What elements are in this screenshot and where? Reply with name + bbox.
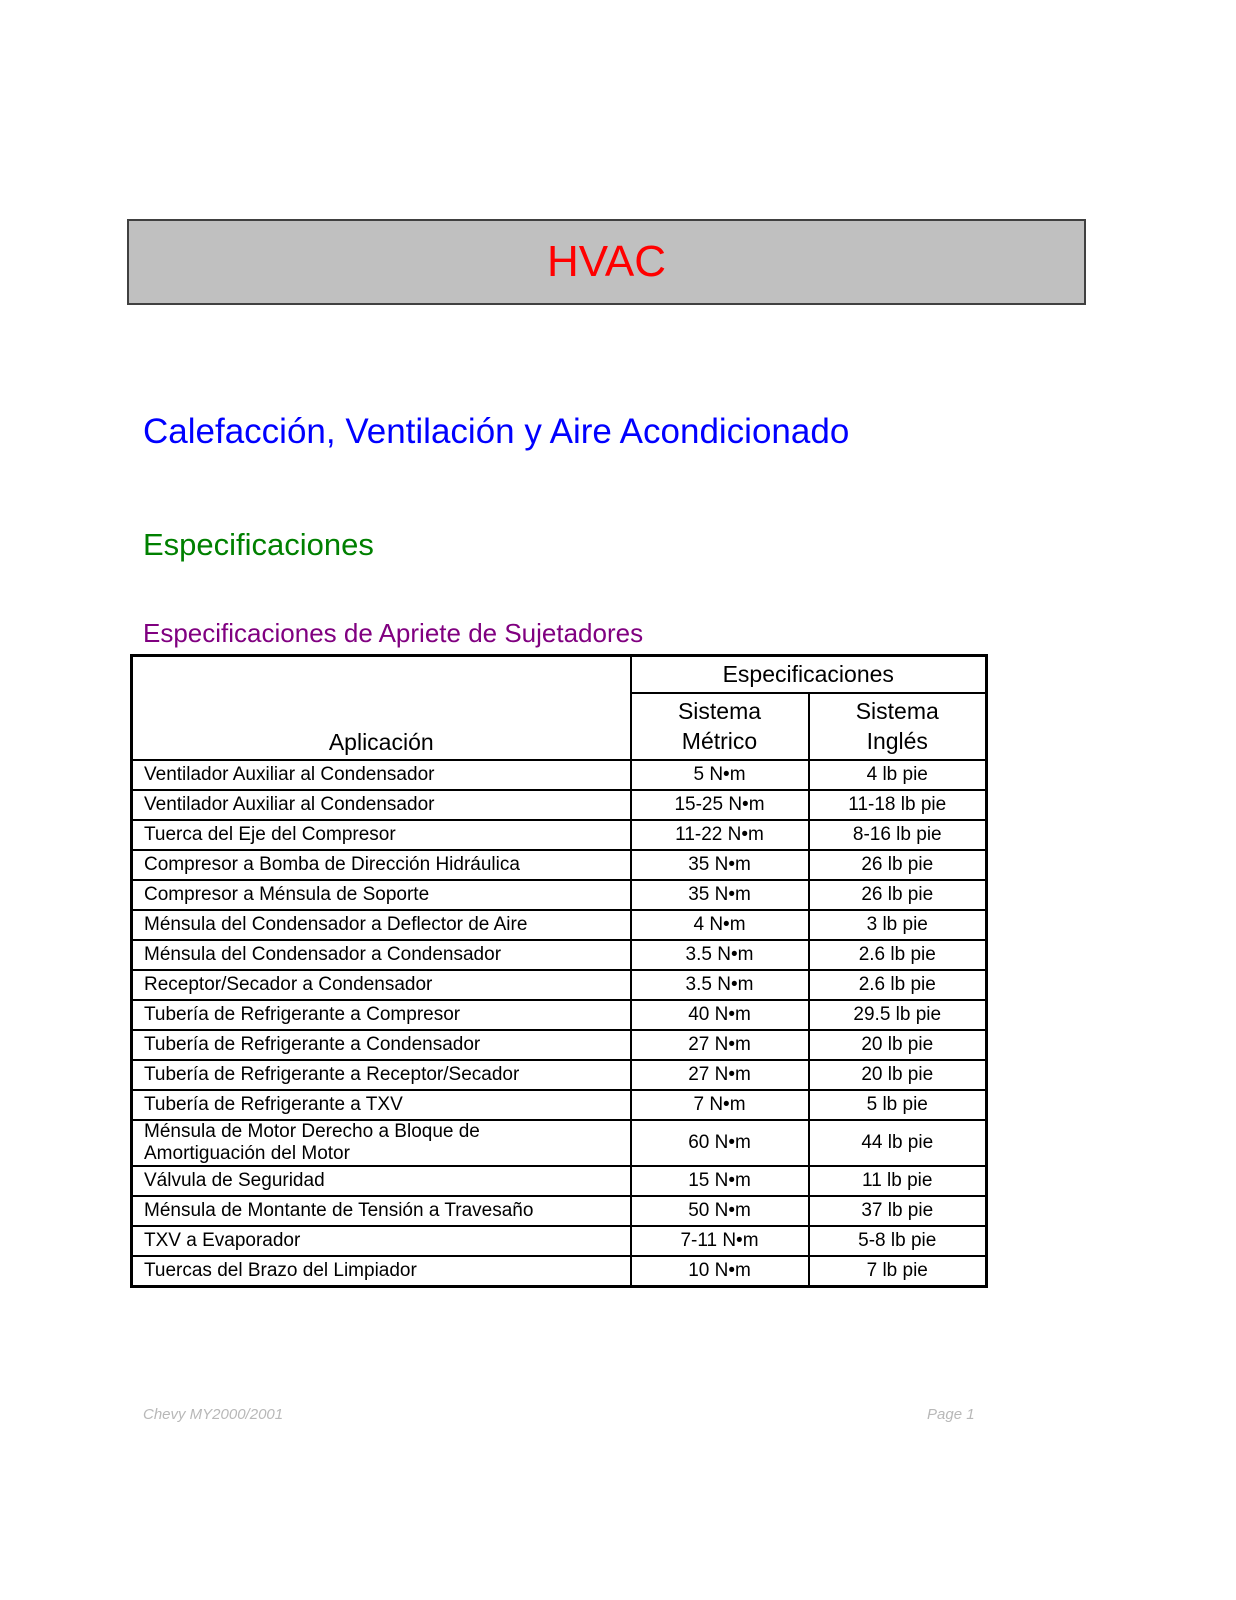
cell-application: Tuerca del Eje del Compresor — [132, 820, 631, 850]
table-row — [132, 940, 987, 970]
table-row — [132, 1060, 987, 1090]
footer-doc-name: Chevy MY2000/2001 — [143, 1406, 284, 1423]
cell-metric: 60 N•m — [631, 1120, 809, 1166]
cell-english: 26 lb pie — [809, 850, 987, 880]
metric-header-line-1: Sistema — [677, 698, 762, 725]
cell-english: 37 lb pie — [809, 1196, 987, 1226]
cell-application: Compresor a Ménsula de Soporte — [132, 880, 631, 910]
cell-metric: 10 N•m — [631, 1256, 809, 1287]
cell-metric: 3.5 N•m — [631, 970, 809, 1000]
cell-english: 8-16 lb pie — [809, 820, 987, 850]
cell-application: Ménsula del Condensador a Condensador — [132, 940, 631, 970]
cell-application: Ménsula de Montante de Tensión a Travesaño — [132, 1196, 631, 1226]
cell-metric: 35 N•m — [631, 850, 809, 880]
cell-application: Ménsula del Condensador a Deflector de Aire — [132, 910, 631, 940]
cell-metric: 15 N•m — [631, 1166, 809, 1196]
cell-metric: 35 N•m — [631, 880, 809, 910]
cell-application: Compresor a Bomba de Dirección Hidráulica — [132, 850, 631, 880]
english-header-line-2: Inglés — [866, 728, 928, 755]
torque-spec-table — [130, 654, 988, 1288]
table-row — [132, 1196, 987, 1226]
table-row — [132, 1256, 987, 1287]
cell-english: 20 lb pie — [809, 1030, 987, 1060]
cell-application: Válvula de Seguridad — [132, 1166, 631, 1196]
banner-title: HVAC — [547, 237, 666, 286]
cell-english: 2.6 lb pie — [809, 970, 987, 1000]
cell-english: 26 lb pie — [809, 880, 987, 910]
table-row — [132, 1000, 987, 1030]
cell-metric: 11-22 N•m — [631, 820, 809, 850]
table-row — [132, 970, 987, 1000]
table-row — [132, 1166, 987, 1196]
cell-application: Tubería de Refrigerante a Compresor — [132, 1000, 631, 1030]
cell-application: TXV a Evaporador — [132, 1226, 631, 1256]
cell-english: 11 lb pie — [809, 1166, 987, 1196]
cell-metric: 7-11 N•m — [631, 1226, 809, 1256]
table-row — [132, 1226, 987, 1256]
table-title: Especificaciones de Apriete de Sujetadores — [143, 618, 644, 648]
table-row — [132, 1120, 987, 1166]
cell-english: 44 lb pie — [809, 1120, 987, 1166]
table-row — [132, 1030, 987, 1060]
cell-application: Tubería de Refrigerante a Condensador — [132, 1030, 631, 1060]
cell-application: Receptor/Secador a Condensador — [132, 970, 631, 1000]
cell-metric: 7 N•m — [631, 1090, 809, 1120]
column-header-english — [809, 693, 987, 760]
cell-application: Ventilador Auxiliar al Condensador — [132, 760, 631, 790]
table-body — [132, 760, 987, 1287]
column-header-application: Aplicación — [132, 656, 631, 761]
cell-application: Tubería de Refrigerante a Receptor/Secador — [132, 1060, 631, 1090]
footer-page-number: Page 1 — [927, 1406, 975, 1423]
table-row — [132, 790, 987, 820]
cell-metric: 27 N•m — [631, 1060, 809, 1090]
cell-metric: 15-25 N•m — [631, 790, 809, 820]
cell-english: 2.6 lb pie — [809, 940, 987, 970]
cell-metric: 50 N•m — [631, 1196, 809, 1226]
cell-english: 29.5 lb pie — [809, 1000, 987, 1030]
cell-english: 20 lb pie — [809, 1060, 987, 1090]
english-header-line-1: Sistema — [855, 698, 939, 725]
cell-metric: 4 N•m — [631, 910, 809, 940]
table-row — [132, 1090, 987, 1120]
table-row — [132, 910, 987, 940]
subsection-title: Especificaciones — [143, 527, 374, 562]
title-banner — [127, 219, 1086, 305]
table-row — [132, 760, 987, 790]
cell-english: 7 lb pie — [809, 1256, 987, 1287]
cell-metric: 5 N•m — [631, 760, 809, 790]
table-row — [132, 820, 987, 850]
cell-english: 11-18 lb pie — [809, 790, 987, 820]
cell-application-line: Amortiguación del Motor — [144, 1143, 350, 1164]
cell-english: 3 lb pie — [809, 910, 987, 940]
cell-application: Tubería de Refrigerante a TXV — [132, 1090, 631, 1120]
table-row — [132, 880, 987, 910]
cell-english: 5-8 lb pie — [809, 1226, 987, 1256]
cell-application: Tuercas del Brazo del Limpiador — [132, 1256, 631, 1287]
column-group-header-specifications: Especificaciones — [631, 656, 987, 693]
table-row — [132, 850, 987, 880]
column-header-metric — [631, 693, 809, 760]
metric-header-line-2: Métrico — [681, 728, 758, 755]
cell-english: 5 lb pie — [809, 1090, 987, 1120]
cell-metric: 3.5 N•m — [631, 940, 809, 970]
cell-metric: 40 N•m — [631, 1000, 809, 1030]
cell-application — [132, 1120, 631, 1166]
cell-metric: 27 N•m — [631, 1030, 809, 1060]
cell-english: 4 lb pie — [809, 760, 987, 790]
cell-application: Ventilador Auxiliar al Condensador — [132, 790, 631, 820]
cell-application-line: Ménsula de Motor Derecho a Bloque de — [144, 1121, 480, 1142]
section-title: Calefacción, Ventilación y Aire Acondicionado — [143, 412, 850, 451]
